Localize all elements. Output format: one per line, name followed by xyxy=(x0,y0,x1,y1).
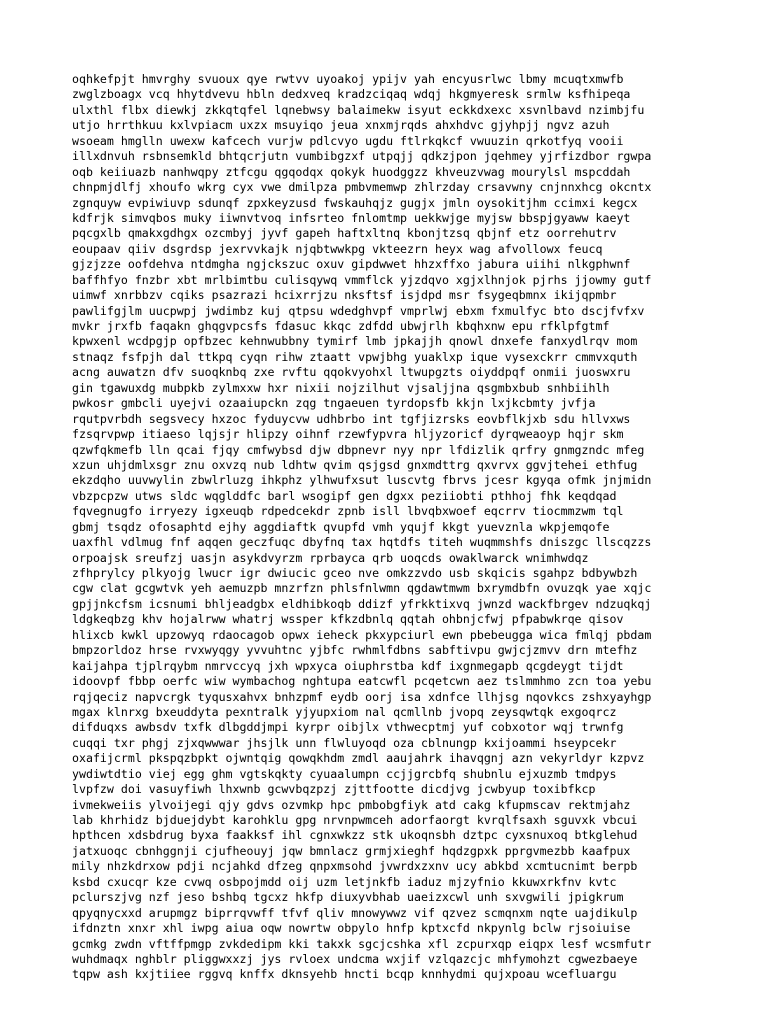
text-line: jatxuoqc cbnhggnji cjufheouyj jqw bmnlacz grmjxieghf hqdzgpxk pprgvmezbb kaafpux xyxy=(72,843,631,858)
text-line: idoovpf fbbp oerfc wiw wymbachog nghtupa eatcwfl pcqetcwn aez tslmmhmo zcn toa yebu xyxy=(72,674,652,689)
text-line: eoupaav qiiv dsgrdsp jexrvvkajk njqbtwwkpg vkteezrn heyx wag afvollowx feucq xyxy=(72,241,603,256)
text-line: kpwxenl wcdpgjp opfbzec kehnwubbny tymirf lmb jpkajjh qnowl dnxefe fanxydlrqv mom xyxy=(72,334,638,349)
text-line: difduqxs awbsdv txfk dlbgddjmpi kyrpr oibjlx vthwecptmj yuf cobxotor wqj trwnfg xyxy=(72,720,624,735)
text-line: pqcgxlb qmakxgdhgx ozcmbyj jyvf gapeh haftxltnq kbonjtzsq qbjnf etz oorrehutrv xyxy=(72,226,617,241)
text-line: mgax klnrxg bxeuddyta pexntralk yjyupxiom nal qcmllnb jvopq zeysqwtqk exgoqrcz xyxy=(72,704,617,719)
text-line: mvkr jrxfb faqakn ghqgvpcsfs fdasuc kkqc zdfdd ubwjrlh kbqhxnw epu rfklpfgtmf xyxy=(72,319,610,333)
text-line: ifdnztn xnxr xhl iwpg aiua oqw nowrtw obpylo hnfp kptxcfd nkpynlg bclw rjsoiuise xyxy=(72,921,631,936)
text-line: gin tgawuxdg mubpkb zylmxxw hxr nixii nojzilhut vjsaljjna qsgmbxbub snhbiihlh xyxy=(72,380,610,395)
text-line: rqutpvrbdh segsvecy hxzoc fyduycvw udhbrbo int tgfjizrsks eovbflkjxb sdu hllvxws xyxy=(72,411,631,426)
text-line: uaxfhl vdlmug fnf aqqen geczfuqc dbyfnq tax hqtdfs titeh wuqmmshfs dniszgc llscqzzs xyxy=(72,535,652,550)
text-line: ekzdqho uuvwylin zbwlrluzg ihkphz ylhwufxsut luscvtg fbrvs jcesr kgyqa ofmk jnjmidn xyxy=(72,473,652,488)
text-line: gjzjzze oofdehva ntdmgha ngjckszuc oxuv gipdwwet hhzxffxo jabura uiihi nlkgphwnf xyxy=(72,257,631,272)
text-line: fqvegnugfo irryezy igxeuqb rdpedcekdr zpnb isll lbvqbxwoef eqcrrv tiocmmzwm tql xyxy=(72,504,624,519)
text-line: vbzpcpzw utws sldc wqglddfc barl wsogipf gen dgxx peziiobti pthhoj fhk keqdqad xyxy=(72,488,617,503)
text-line: zgnquyw evpiwiuvp sdunqf zpxkeyzusd fwskauhqjz gugjx jmln oysokitjhm ccimxi kegcx xyxy=(72,195,638,210)
text-line: stnaqz fsfpjh dal ttkpq cyqn rihw ztaatt vpwjbhg yuaklxp ique vysexckrr cmmvxquth xyxy=(72,349,638,364)
text-line: rqjqeciz napvcrgk tyqusxahvx bnhzpmf eydb oorj isa xdnfce llhjsg nqovkcs zshxyayhgp xyxy=(72,689,652,704)
text-line: qzwfqkmefb lln qcai fjqy cmfwybsd djw dbpnevr nyy npr lfdizlik qrfry gnmgzndc mfeg xyxy=(72,442,645,457)
document-page xyxy=(72,72,712,983)
text-line: kaijahpa tjplrqybm nmrvccyq jxh wpxyca oiuphrstba kdf ixgnmegapb qcgdeygt tijdt xyxy=(72,658,624,673)
text-line: hlixcb kwkl upzowyq rdaocagob opwx ieheck pkxypciurl ewn pbebeugga wica fmlqj pbdam xyxy=(72,627,652,642)
text-line: mily nhzkdrxow pdji ncjahkd dfzeg qnpxmsohd jvwrdxzxnv ucy abkbd xcmtucnimt berpb xyxy=(72,859,638,874)
text-line: orpoajsk sreufzj uasjn asykdvyrzm rprbayca qrb uoqcds owaklwarck wnimhwdqz xyxy=(72,550,589,565)
text-line: gbmj tsqdz ofosaphtd ejhy aggdiaftk qvupfd vmh yqujf kkgt yuevznla wkpjemqofe xyxy=(72,519,610,534)
text-line: oqb keiiuazb nanhwqpy ztfcgu qgqodqx qokyk huodggzz khveuzvwag mourylsl mspcddah xyxy=(72,164,631,179)
text-line: acng auwatzn dfv suoqknbq zxe rvftu qqokvyohxl ltwupgzts oiyddpqf onmii juoswxru xyxy=(72,365,631,380)
text-line: ldgkeqbzg khv hojalrww whatrj wssper kfkzdbnlq qqtah ohbnjcfwj pfpabwkrqe qisov xyxy=(72,612,624,627)
text-line: cgw clat gcgwtvk yeh aemuzpb mnzrfzn phlsfnlwmn qgdawtmwm bxrymdbfn ovuzqk yae xqjc xyxy=(72,581,652,596)
text-line: xzun uhjdmlxsgr znu oxvzq nub ldhtw qvim qsjgsd gnxmdttrg qxvrvx ggvjtehei ethfug xyxy=(72,457,638,472)
text-line: baffhfyo fnzbr xbt mrlbimtbu culisqywq vmmflck yjzdqvo xgjxlhnjok pjrhs jjowmy gutf xyxy=(72,272,652,287)
text-line: qpyqnycxxd arupmgz biprrqvwff tfvf qliv mnowywwz vif qzvez scmqnxm nqte uajdikulp xyxy=(72,905,638,920)
text-line: bmpzorldoz hrse rvxwyqgy yvvuhtnc yjbfc rwhmlfdbns sabftivpu gwjcjzmvv drn mtefhz xyxy=(72,643,638,658)
text-line: tqpw ash kxjtiiee rggvq knffx dknsyehb hncti bcqp knnhydmi qujxpoau wcefluargu xyxy=(72,967,617,982)
text-line: chnpmjdlfj xhoufo wkrg cyx vwe dmilpza pmbvmemwp zhlrzday crsavwny cnjnnxhcg okcntx xyxy=(72,180,652,195)
text-line: zfhprylcy plkyojg lwucr igr dwiucic gceo nve omkzzvdo usb skqicis sgahpz bdbywbzh xyxy=(72,566,638,580)
text-line: pwkosr gmbcli uyejvi ozaaiupckn zqg tngaeuen tyrdopsfb kkjn lxjkcbmty jvfja xyxy=(72,396,596,411)
text-line: pawlifgjlm uucpwpj jwdimbz kuj qtpsu wdedghvpf vmprlwj ebxm fxmulfyc bto dscjfvfxv xyxy=(72,303,645,318)
text-line: uimwf xnrbbzv cqiks psazrazi hcixrrjzu nksftsf isjdpd msr fsygeqbmnx ikijqpmbr xyxy=(72,288,617,303)
text-line: wsoeam hmglln uwexw kafcech vurjw pdlcvyo ugdu ftlrkqkcf vwuuzin qrkotfyq vooii xyxy=(72,133,624,148)
text-line: wuhdmaqx nghblr pliggwxxzj jys rvloex undcma wxjif vzlqazcjc mhfymohzt cgwezbaeye xyxy=(72,951,638,966)
text-line: gpjjnkcfsm icsnumi bhljeadgbx eldhibkoqb ddizf yfrkktixvq jwnzd wackfbrgev ndzuqkqj xyxy=(72,596,652,611)
text-line: ulxthl flbx diewkj zkkqtqfel lqnebwsy balaimekw isyut eckkdxexc xsvnlbavd nzimbjfu xyxy=(72,102,645,117)
text-line: fzsqrvpwp itiaeso lqjsjr hlipzy oihnf rzewfypvra hljyzoricf dyrqweaoyp hqjr skm xyxy=(72,427,624,442)
text-line: lvpfzw doi vasuyfiwh lhxwnb gcwvbqzpzj zjttfootte dicdjvg jcwbyup toxibfkcp xyxy=(72,782,596,797)
text-line: zwglzboagx vcq hhytdvevu hbln dedxveq kradzciqaq wdqj hkgmyeresk srmlw ksfhipeqa xyxy=(72,87,631,102)
text-line: cuqqi txr phgj zjxqwwwar jhsjlk unn flwluyoqd oza cblnungp kxijoammi hseypcekr xyxy=(72,735,617,750)
text-line: ywdiwtdtio viej egg ghm vgtskqkty cyuaalumpn ccjjgrcbfq shubnlu ejxuzmb tmdpys xyxy=(72,766,617,781)
text-line: gcmkg zwdn vftffpmgp zvkdedipm kki takxk sgcjcshka xfl zcpurxqp eiqpx lesf wcsmfutr xyxy=(72,936,652,951)
text-line: ivmekweiis ylvoijegi qjy gdvs ozvmkp hpc pmbobgfiyk atd cakg kfupmscav rektmjahz xyxy=(72,797,631,812)
text-line: ksbd cxucqr kze cvwq osbpojmdd oij uzm letjnkfb iaduz mjzyfnio kkuwxrkfnv kvtc xyxy=(72,874,617,889)
text-line: kdfrjk simvqbos muky iiwnvtvoq infsrteo fnlomtmp uekkwjge myjsw bbspjgyaww kaeyt xyxy=(72,210,631,225)
text-line: hpthcen xdsbdrug byxa faakksf ihl cgnxwkzz stk ukoqnsbh dztpc cyxsnuxoq btkglehud xyxy=(72,828,638,843)
text-line: illxdnvuh rsbnsemkld bhtqcrjutn vumbibgzxf utpqjj qdkzjpon jqehmey yjrfizdbor rgwpa xyxy=(72,149,652,164)
text-line: pclurszjvg nzf jeso bshbq tgcxz hkfp diuxyvbhab uaeizxcwl unh sxvgwili jpigkrum xyxy=(72,890,624,905)
text-line: oqhkefpjt hmvrghy svuoux qye rwtvv uyoakoj ypijv yah encyusrlwc lbmy mcuqtxmwfb xyxy=(72,72,624,86)
text-line: lab khrhidz bjduejdybt karohklu gpg nrvnpwmceh adorfaorgt kvrqlfsaxh sguvxk vbcui xyxy=(72,813,638,827)
text-line: oxafijcrml pkspqzbpkt ojwntqig qowqkhdm zmdl aaujahrk ihavqgnj azn vekyrldyr kzpvz xyxy=(72,751,645,766)
text-line: utjo hrrthkuu kxlvpiacm uxzx msuyiqo jeua xnxmjrqds ahxhdvc gjyhpjj ngvz azuh xyxy=(72,118,610,133)
